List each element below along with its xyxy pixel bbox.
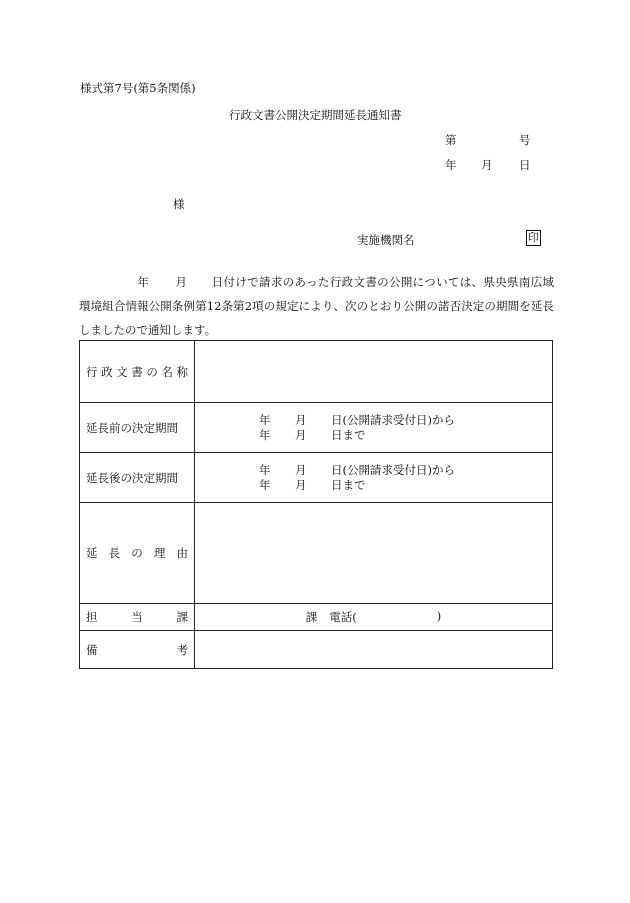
label-char: 称	[176, 364, 188, 379]
notice-table	[79, 340, 553, 669]
label-char: 由	[176, 546, 188, 560]
document-name-label	[80, 341, 195, 403]
label-char: 延	[86, 546, 98, 560]
label-char: 理	[153, 546, 166, 560]
label-char: 名	[161, 364, 173, 379]
body-year-label: 年	[137, 275, 150, 289]
seal-stamp: 印	[528, 231, 539, 244]
day-until-label: 日まで	[331, 477, 366, 492]
row-period-after	[80, 453, 553, 503]
row-responsible-section	[80, 604, 553, 631]
remarks-value[interactable]	[195, 631, 553, 669]
label-char: 政	[101, 364, 113, 379]
row-reason	[80, 503, 553, 604]
reason-label	[80, 503, 195, 604]
row-period-before	[80, 403, 553, 453]
period-before-value[interactable]	[195, 403, 553, 453]
responsible-section-label	[80, 604, 195, 631]
month-label: 月	[295, 427, 307, 442]
phone-close: )	[436, 609, 442, 623]
document-title: 行政文書公開決定期間延長通知書	[229, 108, 402, 122]
label-char: 課	[176, 610, 188, 624]
period-after-label	[80, 453, 195, 503]
label-char: 備	[86, 642, 98, 657]
document-number-prefix: 第	[445, 133, 457, 147]
date-day-label: 日	[519, 158, 531, 172]
day-from-label: 日(公開請求受付日)から	[331, 412, 455, 427]
date-year-label: 年	[445, 158, 457, 172]
month-label: 月	[295, 462, 307, 477]
notice-body	[79, 270, 554, 342]
document-number-suffix: 号	[519, 133, 531, 147]
year-label: 年	[259, 427, 271, 442]
day-until-label: 日まで	[331, 427, 366, 442]
year-label: 年	[259, 477, 271, 492]
year-label: 年	[259, 412, 271, 427]
period-before-label-text: 延長前の決定期間	[86, 420, 178, 435]
label-char: 文	[116, 364, 128, 379]
label-char: 考	[176, 642, 188, 657]
month-label: 月	[295, 477, 307, 492]
remarks-label	[80, 631, 195, 669]
day-from-label: 日(公開請求受付日)から	[331, 462, 455, 477]
label-char: 長	[108, 546, 121, 560]
form-number: 様式第7号(第5条関係)	[80, 81, 196, 95]
document-name-value[interactable]	[195, 341, 553, 403]
period-after-label-text: 延長後の決定期間	[86, 470, 178, 485]
period-after-value[interactable]	[195, 453, 553, 503]
section-label: 課	[305, 610, 318, 624]
label-char: 担	[86, 610, 98, 624]
label-char: 当	[131, 610, 143, 624]
year-label: 年	[259, 462, 271, 477]
label-char: 行	[86, 364, 98, 379]
row-document-name	[80, 341, 553, 403]
label-char: の	[146, 364, 158, 379]
body-month-label: 月	[175, 275, 188, 289]
label-char: 書	[131, 364, 143, 379]
row-remarks	[80, 631, 553, 669]
phone-label: 電話(	[329, 610, 357, 624]
body-text: 日付けで請求のあった行政文書の公開については、県央県南広域環境組合情報公開条例第12条第2項の規定により、次のとおり公開の諾否決定の期間を延長しましたので通知します。	[79, 275, 555, 337]
responsible-section-value[interactable]	[195, 604, 553, 631]
month-label: 月	[295, 412, 307, 427]
agency-name-label: 実施機関名	[357, 233, 415, 247]
period-before-label	[80, 403, 195, 453]
label-char: の	[131, 546, 143, 560]
addressee-honorific: 様	[173, 197, 185, 211]
reason-value[interactable]	[195, 503, 553, 604]
date-month-label: 月	[481, 158, 493, 172]
